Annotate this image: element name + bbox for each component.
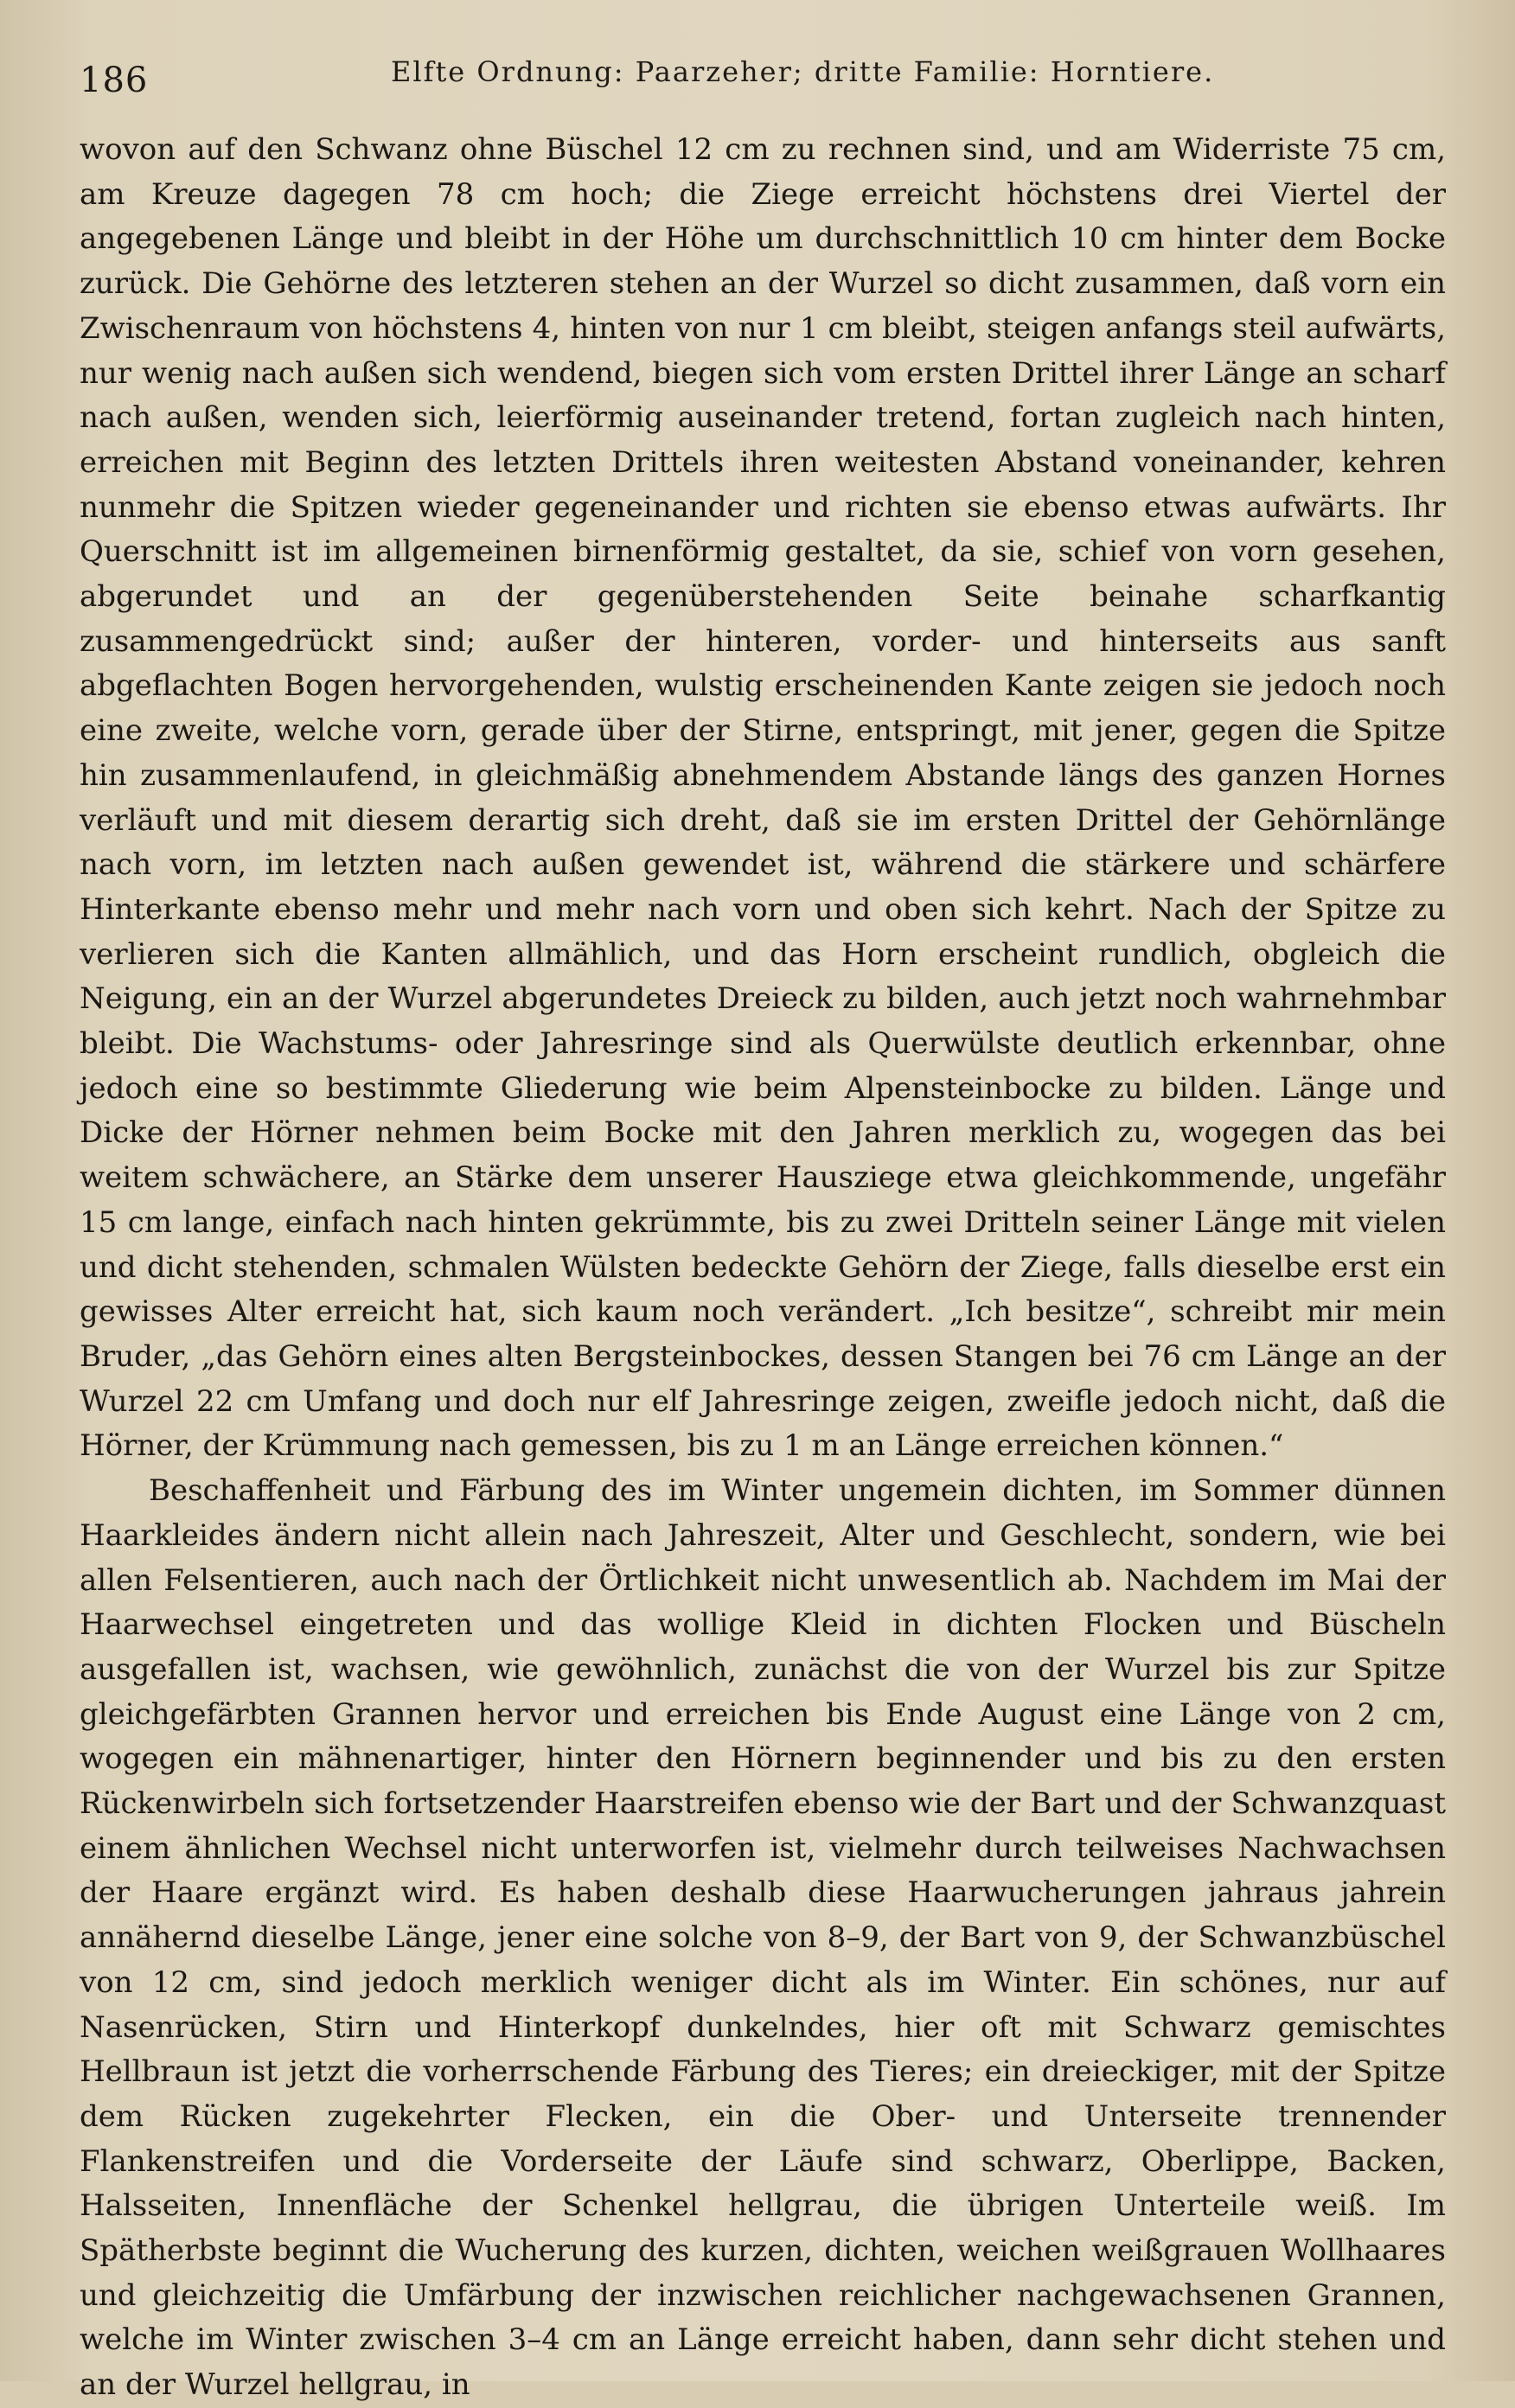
- page-number: 186: [80, 61, 149, 100]
- paragraph: wovon auf den Schwanz ohne Büschel 12 cm zu rechnen sind, und am Widerriste 75 cm, am Kreuze dagegen 78 cm hoch; die Ziege erreicht höchstens drei Viertel der angegebenen Länge und bleibt in der Höhe um durchschnittlich 10 cm hinter dem Bocke zurück. Die Gehörne des letzteren stehen an der Wurzel so dicht zusammen, daß vorn ein Zwischenraum von höchstens 4, hinten von nur 1 cm bleibt, steigen anfangs steil aufwärts, nur wenig nach außen sich wendend, biegen sich vom ersten Drittel ihrer Länge an scharf nach außen, wenden sich, leierförmig auseinander tretend, fortan zugleich nach hinten, erreichen mit Beginn des letzten Drittels ihren weitesten Abstand voneinander, kehren nunmehr die Spitzen wieder gegeneinander und richten sie ebenso etwas aufwärts. Ihr Querschnitt ist im allgemeinen birnenförmig gestaltet, da sie, schief von vorn gesehen, abgerundet und an der gegenüberstehenden Seite beinahe scharfkantig zusammengedrückt sind; außer der hinteren, vorder- und hinterseits aus sanft abgeflachten Bogen hervorgehenden, wulstig erscheinenden Kante zeigen sie jedoch noch eine zweite, welche vorn, gerade über der Stirne, entspringt, mit jener, gegen die Spitze hin zusammenlaufend, in gleichmäßig abnehmendem Abstande längs des ganzen Hornes verläuft und mit diesem derartig sich dreht, daß sie im ersten Drittel der Gehörnlänge nach vorn, im letzten nach außen gewendet ist, während die stärkere und schärfere Hinterkante ebenso mehr und mehr nach vorn und oben sich kehrt. Nach der Spitze zu verlieren sich die Kanten allmählich, und das Horn erscheint rundlich, obgleich die Neigung, ein an der Wurzel abgerundetes Dreieck zu bilden, auch jetzt noch wahrnehmbar bleibt. Die Wachstums- oder Jahresringe sind als Querwülste deutlich erkennbar, ohne jedoch eine so bestimmte Gliederung wie beim Alpensteinbocke zu bilden. Länge und Dicke der Hörner nehmen beim Bocke mit den Jahren merklich zu, wogegen das bei weitem schwächere, an Stärke dem unserer Hausziege etwa gleichkommende, ungefähr 15 cm lange, einfach nach hinten gekrümmte, bis zu zwei Dritteln seiner Länge mit vielen und dicht stehenden, schmalen Wülsten bedeckte Gehörn der Ziege, falls dieselbe erst ein gewisses Alter erreicht hat, sich kaum noch verändert. „Ich besitze“, schreibt mir mein Bruder, „das Gehörn eines alten Bergsteinbockes, dessen Stangen bei 76 cm Länge an der Wurzel 22 cm Umfang und doch nur elf Jahresringe zeigen, zweifle jedoch nicht, daß die Hörner, der Krümmung nach gemessen, bis zu 1 m an Länge erreichen können.“: [80, 132, 1446, 1464]
- paragraph: Beschaffenheit und Färbung des im Winter ungemein dichten, im Sommer dünnen Haarkleides ändern nicht allein nach Jahreszeit, Alter und Geschlecht, sondern, wie bei allen Felsentieren, auch nach der Örtlichkeit nicht unwesentlich ab. Nachdem im Mai der Haarwechsel eingetreten und das wollige Kleid in dichten Flocken und Büscheln ausgefallen ist, wachsen, wie gewöhnlich, zunächst die von der Wurzel bis zur Spitze gleichgefärbten Grannen hervor und erreichen bis Ende August eine Länge von 2 cm, wogegen ein mähnenartiger, hinter den Hörnern beginnender und bis zu den ersten Rückenwirbeln sich fortsetzender Haarstreifen ebenso wie der Bart und der Schwanzquast einem ähnlichen Wechsel nicht unterworfen ist, vielmehr durch teilweises Nachwachsen der Haare ergänzt wird. Es haben deshalb diese Haarwucherungen jahraus jahrein annähernd dieselbe Länge, jener eine solche von 8–9, der Bart von 9, der Schwanzbüschel von 12 cm, sind jedoch merklich weniger dicht als im Winter. Ein schönes, nur auf Nasenrücken, Stirn und Hinterkopf dunkelndes, hier oft mit Schwarz gemischtes Hellbraun ist jetzt die vorherrschende Färbung des Tieres; ein dreieckiger, mit der Spitze dem Rücken zugekehrter Flecken, ein die Ober- und Unterseite trennender Flankenstreifen und die Vorderseite der Läufe sind schwarz, Oberlippe, Backen, Halsseiten, Innenfläche der Schenkel hellgrau, die übrigen Unterteile weiß. Im Spätherbste beginnt die Wucherung des kurzen, dichten, weichen weißgrauen Wollhaares und gleichzeitig die Umfärbung der inzwischen reichlicher nachgewachsenen Grannen, welche im Winter zwischen 3–4 cm an Länge erreicht haben, dann sehr dicht stehen und an der Wurzel hellgrau, in: [80, 1473, 1446, 2403]
- running-head: Elfte Ordnung: Paarzeher; dritte Familie: Horntiere.: [391, 55, 1215, 88]
- page-header: [80, 54, 1446, 105]
- body-text: [80, 128, 1446, 2408]
